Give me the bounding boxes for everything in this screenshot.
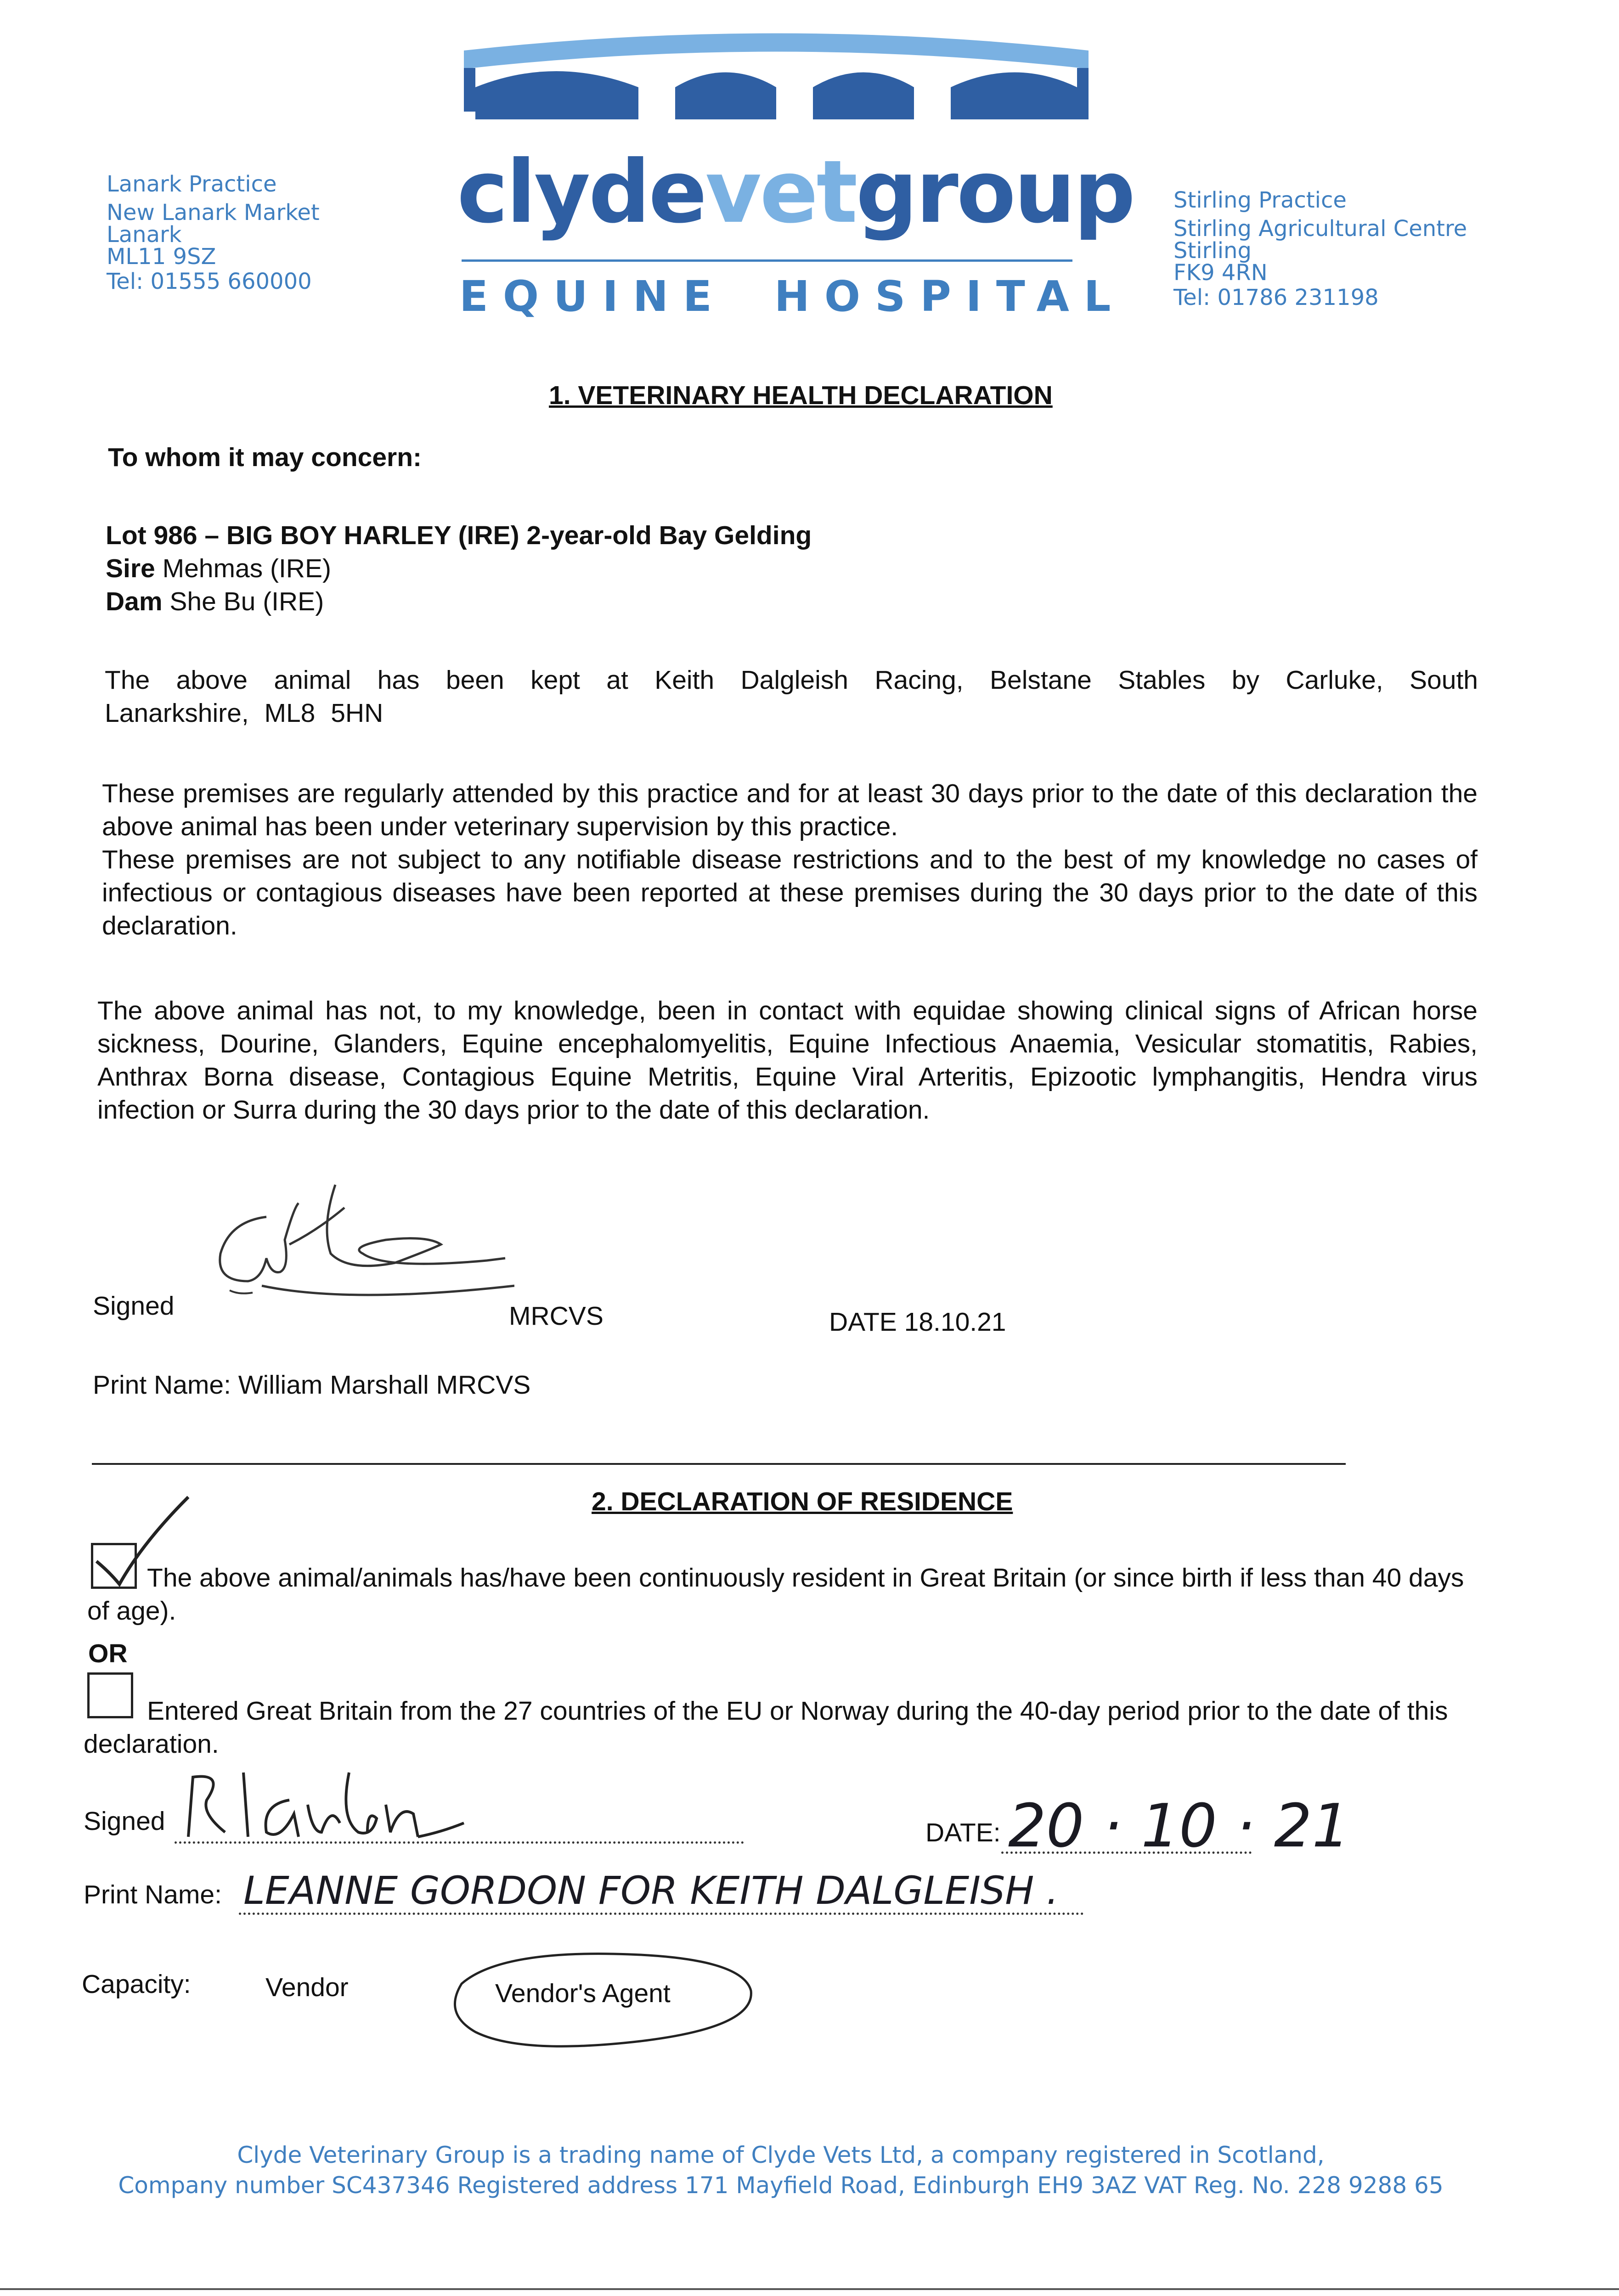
telephone: Tel: 01555 660000 xyxy=(107,269,312,294)
animal-details xyxy=(106,519,812,618)
vendor-signed-label: Signed xyxy=(84,1806,165,1836)
logo-divider xyxy=(462,259,1072,262)
footer-line: Clyde Veterinary Group is a trading name of Clyde Vets Ltd, a company registered in Scotland, xyxy=(237,2142,1325,2168)
logo-group: group xyxy=(856,142,1134,242)
vet-signature-date: DATE 18.10.21 xyxy=(829,1307,1006,1337)
premises-paragraph: The above animal has been kept at Keith Dalgleish Racing, Belstane Stables by Carluke, South Lanarkshire, ML8 5HN xyxy=(105,665,1478,728)
logo-vet: vet xyxy=(705,142,856,242)
sire-line xyxy=(106,552,812,585)
or-label: OR xyxy=(88,1639,128,1668)
footer xyxy=(92,2140,1470,2200)
vet-print-name: Print Name: William Marshall MRCVS xyxy=(93,1370,531,1400)
capacity-vendors-agent[interactable]: Vendor's Agent xyxy=(495,1979,671,2008)
address-line: Lanark xyxy=(107,222,182,248)
mrcvs-label: MRCVS xyxy=(509,1301,604,1331)
contact-paragraph: The above animal has not, to my knowledge, been in contact with equidae showing clinical signs of African horse sickness, Dourine, Glanders, Equine encephalomyelitis, Equine Infectious Anaemia, Vesicular stomatitis, Rabies, Anthrax Borna disease, Contagious Equine Metritis, Equine Viral Arteritis, Epizootic lymphangitis, Hendra virus infection or Surra during the 30 days prior to the date of this declaration. xyxy=(97,996,1478,1125)
capacity-label: Capacity: xyxy=(82,1970,191,1999)
vendor-date-label: DATE: xyxy=(925,1818,1001,1847)
greeting: To whom it may concern: xyxy=(108,443,422,472)
section-divider xyxy=(92,1463,1346,1465)
resident-option-text: The above animal/animals has/have been continuously resident in Great Britain (or since birth if less than 40 days of age). xyxy=(87,1563,1464,1626)
dam-line xyxy=(106,585,812,618)
stirling-practice-address xyxy=(1173,186,1467,312)
vendor-print-label: Print Name: xyxy=(84,1880,222,1909)
dam-label: Dam xyxy=(106,587,163,616)
lot-line: Lot 986 – BIG BOY HARLEY (IRE) 2-year-old Bay Gelding xyxy=(106,521,812,550)
practice-name: Lanark Practice xyxy=(107,171,277,197)
logo-clyde: clyde xyxy=(457,142,705,242)
disease-restrictions-text: These premises are not subject to any notifiable disease restrictions and to the best of my knowledge no cases of infectious or contagious diseases have been reported at these premises during the 30 days prior to the date of this declaration. xyxy=(102,845,1478,940)
address-line: Stirling Agricultural Centre xyxy=(1173,216,1467,242)
vendor-print-value: LEANNE GORDON FOR KEITH DALGLEISH . xyxy=(243,1868,1059,1913)
vet-signature xyxy=(211,1176,514,1313)
telephone: Tel: 01786 231198 xyxy=(1173,285,1379,310)
address-line: FK9 4RN xyxy=(1173,260,1268,286)
logo-subtitle: EQUINE HOSPITAL xyxy=(459,272,1126,321)
supervision-paragraph xyxy=(102,777,1478,942)
entered-gb-option-text: Entered Great Britain from the 27 countries of the EU or Norway during the 40-day period prior to the date of this declaration. xyxy=(84,1696,1448,1759)
footer-line: Company number SC437346 Registered address 171 Mayfield Road, Edinburgh EH9 3AZ VAT Reg. No. 228 9288 65 xyxy=(118,2172,1444,2199)
address-line: Stirling xyxy=(1173,238,1252,264)
lanark-practice-address xyxy=(107,170,320,296)
section1-title: 1. VETERINARY HEALTH DECLARATION xyxy=(549,381,1053,410)
logo-wordmark xyxy=(457,142,1134,242)
section2-title: 2. DECLARATION OF RESIDENCE xyxy=(592,1487,1013,1516)
dam-value: She Bu (IRE) xyxy=(162,587,324,616)
signed-label: Signed xyxy=(93,1291,175,1321)
vendor-date-value: 20 · 10 · 21 xyxy=(1008,1791,1350,1861)
sire-label: Sire xyxy=(106,554,155,583)
practice-name: Stirling Practice xyxy=(1173,187,1347,213)
capacity-vendor[interactable]: Vendor xyxy=(265,1973,349,2002)
supervision-text: These premises are regularly attended by this practice and for at least 30 days prior to the date of this declaration the above animal has been under veterinary supervision by this practice. xyxy=(102,779,1478,841)
page-edge xyxy=(0,2288,1619,2290)
sire-value: Mehmas (IRE) xyxy=(155,554,331,583)
address-line: ML11 9SZ xyxy=(107,244,216,270)
address-line: New Lanark Market xyxy=(107,200,320,225)
vendor-signature xyxy=(175,1763,468,1851)
bridge-arches-logo xyxy=(455,32,1098,129)
